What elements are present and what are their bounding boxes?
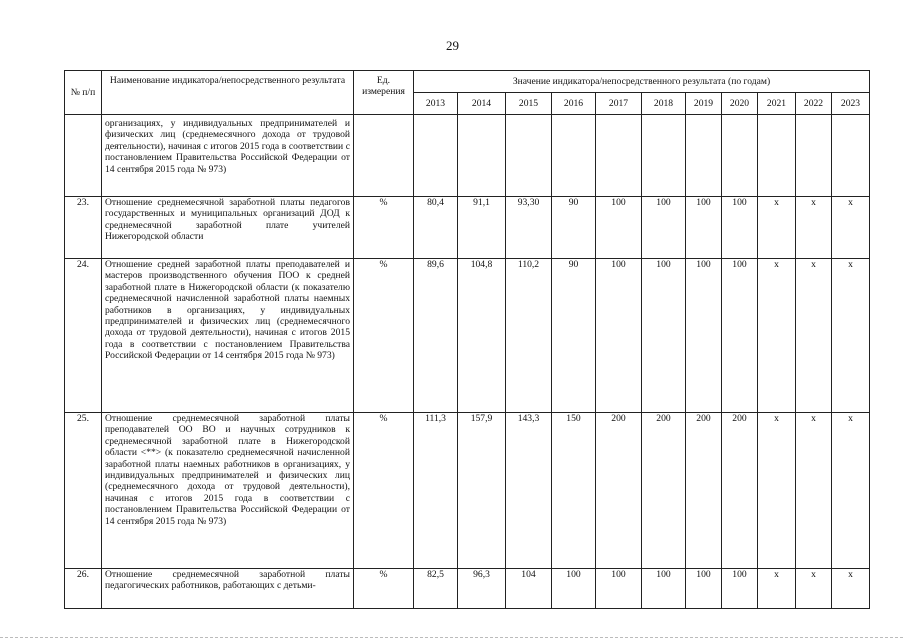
row-name: Отношение средней заработной платы преподавателей и мастеров производственного обучения ПОО к средней заработной плате в Нижегородской области (к показателю среднемесячной начисленной заработной платы наемных работников в организациях, у индивидуальных предпринимателей и физических лиц (среднемесячного дохода от трудовой деятельности), начиная с итогов 2015 года в соответствии с постановлением Правительства Российской Федерации от 14 сентября 2015 года № 973) — [102, 259, 354, 413]
row-value: 90 — [552, 259, 596, 413]
row-value: х — [758, 569, 796, 609]
header-values: Значение индикатора/непосредственного результата (по годам) — [414, 71, 870, 93]
row-value: х — [832, 259, 870, 413]
row-value: 100 — [722, 569, 758, 609]
row-unit: % — [354, 569, 414, 609]
row-value: х — [832, 413, 870, 569]
row-value: 91,1 — [458, 197, 506, 259]
row-value: 143,3 — [506, 413, 552, 569]
row-value: 89,6 — [414, 259, 458, 413]
row-value: х — [832, 569, 870, 609]
row-value: 100 — [596, 259, 642, 413]
row-num: 23. — [65, 197, 102, 259]
row-value: х — [832, 197, 870, 259]
row-value: х — [758, 413, 796, 569]
row-value: 200 — [642, 413, 686, 569]
row-value: 200 — [596, 413, 642, 569]
row-value: 104,8 — [458, 259, 506, 413]
year-header: 2017 — [596, 93, 642, 115]
row-value — [506, 115, 552, 197]
row-value: 100 — [686, 197, 722, 259]
row-value: 100 — [686, 259, 722, 413]
year-header: 2019 — [686, 93, 722, 115]
row-value: х — [758, 259, 796, 413]
row-unit — [354, 115, 414, 197]
table-row — [65, 115, 870, 197]
row-value: 96,3 — [458, 569, 506, 609]
year-header: 2020 — [722, 93, 758, 115]
row-name: Отношение среднемесячной заработной платы педагогов государственных и муниципальных организаций ДОД к среднемесячной заработной плате учителей Нижегородской области — [102, 197, 354, 259]
row-value: х — [796, 259, 832, 413]
row-num: 24. — [65, 259, 102, 413]
year-header: 2016 — [552, 93, 596, 115]
row-value: 80,4 — [414, 197, 458, 259]
row-value: 104 — [506, 569, 552, 609]
row-value: 100 — [596, 197, 642, 259]
row-value: 93,30 — [506, 197, 552, 259]
row-value: х — [758, 197, 796, 259]
header-num: № п/п — [65, 71, 102, 115]
year-header: 2023 — [832, 93, 870, 115]
row-value: х — [796, 197, 832, 259]
table-header — [65, 71, 870, 115]
row-value: 111,3 — [414, 413, 458, 569]
row-value — [796, 115, 832, 197]
year-header: 2013 — [414, 93, 458, 115]
row-value — [552, 115, 596, 197]
row-value — [722, 115, 758, 197]
row-value: 100 — [686, 569, 722, 609]
row-value: х — [796, 413, 832, 569]
row-value — [758, 115, 796, 197]
row-value — [686, 115, 722, 197]
row-value: 200 — [686, 413, 722, 569]
row-name: Отношение среднемесячной заработной платы преподавателей ОО ВО и научных сотрудников к среднемесячной заработной плате в Нижегородской области <**> (к показателю среднемесячной начисленной заработной платы наемных работников в организациях, у индивидуальных предпринимателей и физических лиц (среднемесячного дохода от трудовой деятельности), начиная с итогов 2015 года в соответствии с постановлением Правительства Российской Федерации от 14 сентября 2015 года № 973) — [102, 413, 354, 569]
year-header: 2022 — [796, 93, 832, 115]
row-value: 100 — [596, 569, 642, 609]
scan-edge-divider — [0, 637, 905, 638]
row-value: 100 — [722, 197, 758, 259]
row-unit: % — [354, 259, 414, 413]
row-name: Отношение среднемесячной заработной платы педагогических работников, работающих с детьми- — [102, 569, 354, 609]
row-value: х — [796, 569, 832, 609]
row-value — [832, 115, 870, 197]
year-header: 2014 — [458, 93, 506, 115]
row-value: 100 — [642, 197, 686, 259]
row-value: 200 — [722, 413, 758, 569]
row-value: 100 — [722, 259, 758, 413]
table-row — [65, 413, 870, 569]
year-header: 2018 — [642, 93, 686, 115]
year-header: 2021 — [758, 93, 796, 115]
row-value: 157,9 — [458, 413, 506, 569]
row-value — [642, 115, 686, 197]
indicator-table — [64, 70, 870, 609]
row-num: 26. — [65, 569, 102, 609]
year-header: 2015 — [506, 93, 552, 115]
row-value: 100 — [642, 569, 686, 609]
row-value: 150 — [552, 413, 596, 569]
row-value: 82,5 — [414, 569, 458, 609]
row-value — [414, 115, 458, 197]
row-value: 90 — [552, 197, 596, 259]
table-row — [65, 197, 870, 259]
row-num — [65, 115, 102, 197]
table-row — [65, 259, 870, 413]
header-name: Наименование индикатора/непосредственного результата — [102, 71, 354, 115]
row-unit: % — [354, 197, 414, 259]
row-value: 110,2 — [506, 259, 552, 413]
row-value — [596, 115, 642, 197]
row-value: 100 — [642, 259, 686, 413]
header-unit: Ед. измерения — [354, 71, 414, 115]
row-value: 100 — [552, 569, 596, 609]
row-unit: % — [354, 413, 414, 569]
row-num: 25. — [65, 413, 102, 569]
row-name: организациях, у индивидуальных предпринимателей и физических лиц (среднемесячного дохода от трудовой деятельности), начиная с итогов 2015 года в соответствии с постановлением Правительства Российской Федерации от 14 сентября 2015 года № 973) — [102, 115, 354, 197]
table-row — [65, 569, 870, 609]
page-number: 29 — [446, 38, 459, 53]
row-value — [458, 115, 506, 197]
